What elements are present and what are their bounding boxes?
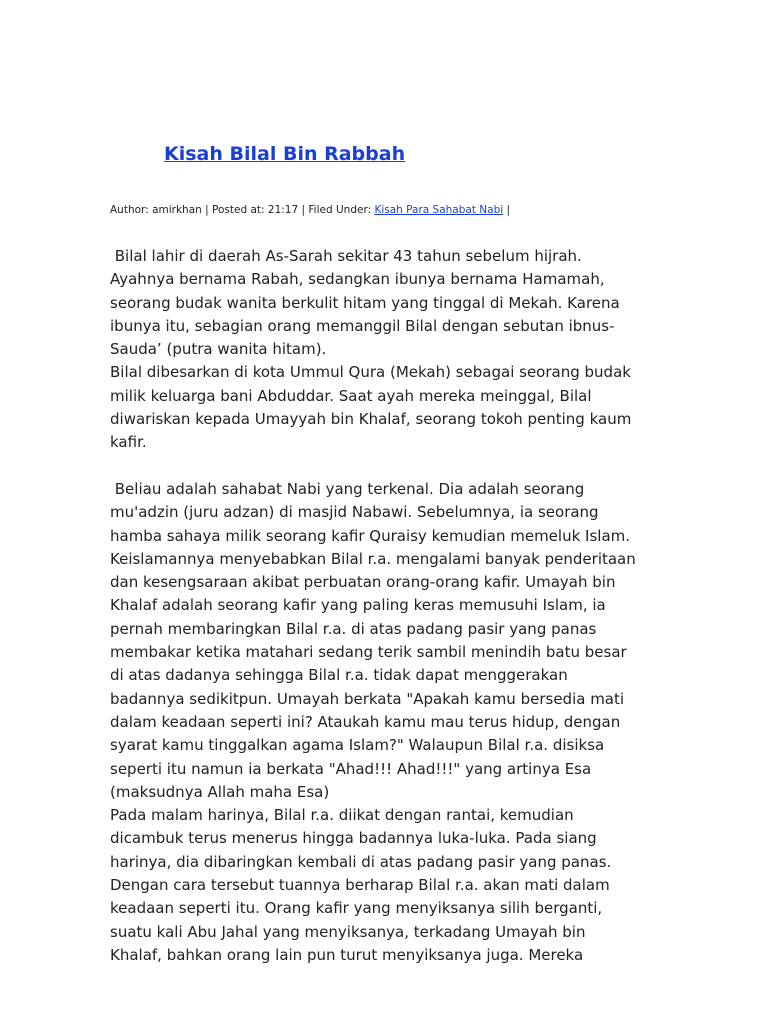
posted-label: Posted at:: [212, 204, 265, 216]
article-line: Keislamannya menyebabkan Bilal r.a. mengalami banyak penderitaan: [110, 549, 636, 568]
article-line: mu'adzin (juru adzan) di masjid Nabawi. Sebelumnya, ia seorang: [110, 503, 599, 522]
article-line: Sauda’ (putra wanita hitam).: [110, 340, 327, 359]
article-title[interactable]: Kisah Bilal Bin Rabbah: [164, 143, 406, 165]
article-line: Khalaf, bahkan orang lain pun turut menyiksanya juga. Mereka: [110, 945, 584, 964]
posted-time: 21:17: [267, 204, 299, 216]
meta-separator: |: [301, 204, 306, 216]
author-name: amirkhan: [152, 204, 202, 216]
post-meta: [110, 204, 510, 216]
article-line: badannya sedikitpun. Umayah berkata "Apakah kamu bersedia mati: [110, 689, 625, 708]
article-line: (maksudnya Allah maha Esa): [110, 782, 330, 801]
category-link[interactable]: Kisah Para Sahabat Nabi: [374, 204, 504, 216]
article-line: suatu kali Abu Jahal yang menyiksanya, terkadang Umayah bin: [110, 922, 586, 941]
author-label: Author:: [110, 204, 149, 216]
article-line: Beliau adalah sahabat Nabi yang terkenal. Dia adalah seorang: [110, 479, 585, 498]
article-line: dalam keadaan seperti ini? Ataukah kamu mau terus hidup, dengan: [110, 712, 621, 731]
article-line: diwariskan kepada Umayyah bin Khalaf, seorang tokoh penting kaum: [110, 410, 632, 429]
article-line: dicambuk terus menerus hingga badannya luka-luka. Pada siang: [110, 829, 597, 848]
article-line: di atas dadanya sehingga Bilal r.a. tidak dapat menggerakan: [110, 666, 568, 685]
meta-separator: |: [506, 204, 511, 216]
article-line: syarat kamu tinggalkan agama Islam?" Walaupun Bilal r.a. disiksa: [110, 736, 605, 755]
article-body: [110, 245, 670, 967]
article-line: harinya, dia dibaringkan kembali di atas padang pasir yang panas.: [110, 852, 612, 871]
article-line: Pada malam harinya, Bilal r.a. diikat dengan rantai, kemudian: [110, 806, 574, 825]
article-line: keadaan seperti itu. Orang kafir yang menyiksanya silih berganti,: [110, 899, 603, 918]
article-line: kafir.: [110, 433, 147, 452]
article-line: Bilal dibesarkan di kota Ummul Qura (Mekah) sebagai seorang budak: [110, 363, 631, 382]
article-line: Dengan cara tersebut tuannya berharap Bilal r.a. akan mati dalam: [110, 876, 610, 895]
filed-label: Filed Under:: [308, 204, 372, 216]
article-line: milik keluarga bani Abduddar. Saat ayah mereka meinggal, Bilal: [110, 386, 592, 405]
article-line: Ayahnya bernama Rabah, sedangkan ibunya bernama Hamamah,: [110, 270, 605, 289]
article-line: dan kesengsaraan akibat perbuatan orang-orang kafir. Umayah bin: [110, 573, 616, 592]
article-line: Bilal lahir di daerah As-Sarah sekitar 43 tahun sebelum hijrah.: [110, 247, 582, 265]
article-line: Khalaf adalah seorang kafir yang paling keras memusuhi Islam, ia: [110, 596, 606, 615]
article-line: ibunya itu, sebagian orang memanggil Bilal dengan sebutan ibnus-: [110, 316, 615, 335]
article-line: membakar ketika matahari sedang terik sambil menindih batu besar: [110, 643, 627, 662]
article-line: seorang budak wanita berkulit hitam yang tinggal di Mekah. Karena: [110, 293, 620, 312]
meta-separator: |: [205, 204, 209, 216]
article-line: pernah membaringkan Bilal r.a. di atas padang pasir yang panas: [110, 619, 597, 638]
article-line: seperti itu namun ia berkata "Ahad!!! Ahad!!!" yang artinya Esa: [110, 759, 592, 778]
article-line: [110, 455, 670, 478]
article-line: hamba sahaya milik seorang kafir Quraisy kemudian memeluk Islam.: [110, 526, 631, 545]
